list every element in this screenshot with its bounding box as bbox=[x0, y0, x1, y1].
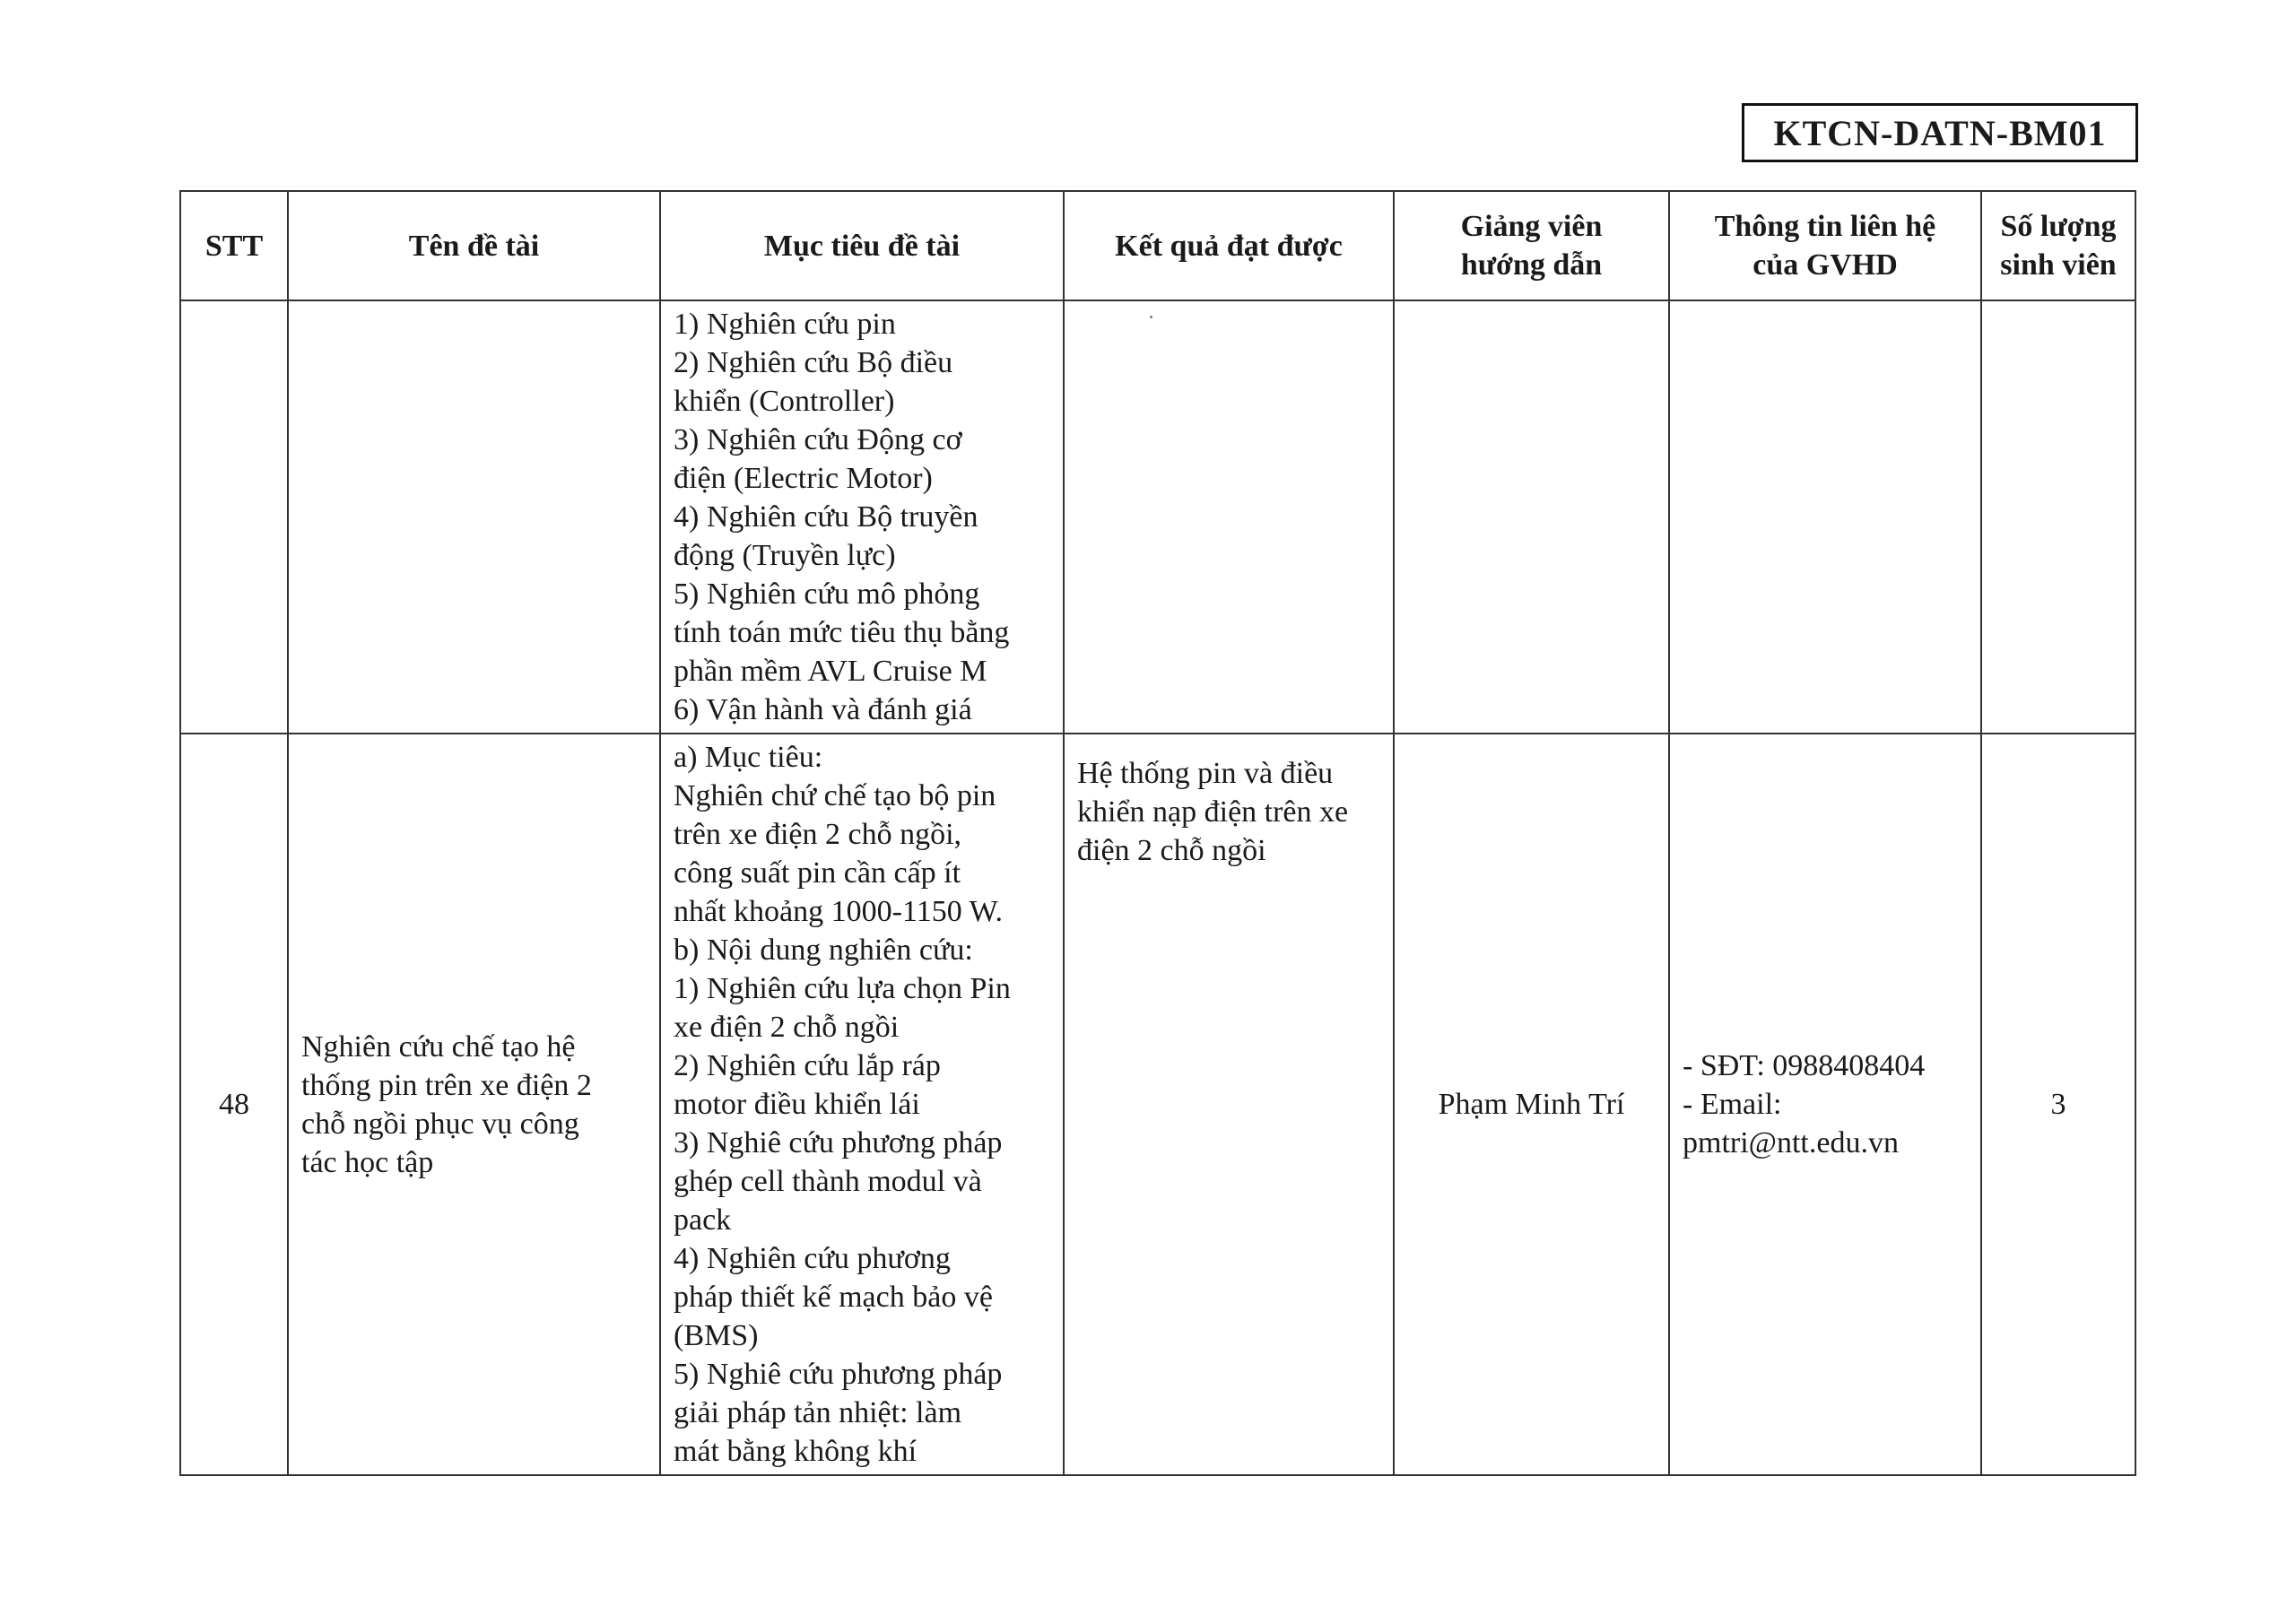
header-stt: STT bbox=[180, 191, 288, 300]
cell-contact bbox=[1669, 300, 1981, 734]
header-results: Kết quả đạt được bbox=[1064, 191, 1394, 300]
cell-advisor: Phạm Minh Trí bbox=[1394, 734, 1669, 1475]
cell-students bbox=[1981, 300, 2135, 734]
header-row bbox=[180, 191, 2135, 300]
cell-title bbox=[288, 300, 660, 734]
table-row-48 bbox=[180, 734, 2135, 1475]
header-title: Tên đề tài bbox=[288, 191, 660, 300]
cell-stt: 48 bbox=[180, 734, 288, 1475]
topics-table bbox=[179, 190, 2136, 1476]
cell-results: Hệ thống pin và điều khiển nạp điện trên xe điện 2 chỗ ngồi bbox=[1064, 734, 1394, 1475]
cell-objectives: a) Mục tiêu: Nghiên chứ chế tạo bộ pin trên xe điện 2 chỗ ngồi, công suất pin cần cấp ít nhất khoảng 1000-1150 W. b) Nội dung nghiên cứu: 1) Nghiên cứu lựa chọn Pin xe điện 2 chỗ ngồi 2) Nghiên cứu lắp ráp motor điều khiển lái 3) Nghiê cứu phương pháp ghép cell thành modul và pack 4) Nghiên cứu phương pháp thiết kế mạch bảo vệ (BMS) 5) Nghiê cứu phương pháp giải pháp tản nhiệt: làm mát bằng không khí bbox=[660, 734, 1064, 1475]
cell-title: Nghiên cứu chế tạo hệ thống pin trên xe điện 2 chỗ ngồi phục vụ công tác học tập bbox=[288, 734, 660, 1475]
header-contact: Thông tin liên hệ của GVHD bbox=[1669, 191, 1981, 300]
header-objectives: Mục tiêu đề tài bbox=[660, 191, 1064, 300]
cell-stt bbox=[180, 300, 288, 734]
header-advisor: Giảng viên hướng dẫn bbox=[1394, 191, 1669, 300]
header-students: Số lượng sinh viên bbox=[1981, 191, 2135, 300]
cell-objectives: 1) Nghiên cứu pin 2) Nghiên cứu Bộ điều khiển (Controller) 3) Nghiên cứu Động cơ điện (Electric Motor) 4) Nghiên cứu Bộ truyền động (Truyền lực) 5) Nghiên cứu mô phỏng tính toán mức tiêu thụ bằng phần mềm AVL Cruise M 6) Vận hành và đánh giá bbox=[660, 300, 1064, 734]
form-code: KTCN-DATN-BM01 bbox=[1773, 112, 2107, 153]
form-code-box bbox=[1742, 103, 2138, 162]
cell-results bbox=[1064, 300, 1394, 734]
cell-students: 3 bbox=[1981, 734, 2135, 1475]
table-row-continued bbox=[180, 300, 2135, 734]
cell-contact: - SĐT: 0988408404 - Email: pmtri@ntt.edu.vn bbox=[1669, 734, 1981, 1475]
cell-advisor bbox=[1394, 300, 1669, 734]
